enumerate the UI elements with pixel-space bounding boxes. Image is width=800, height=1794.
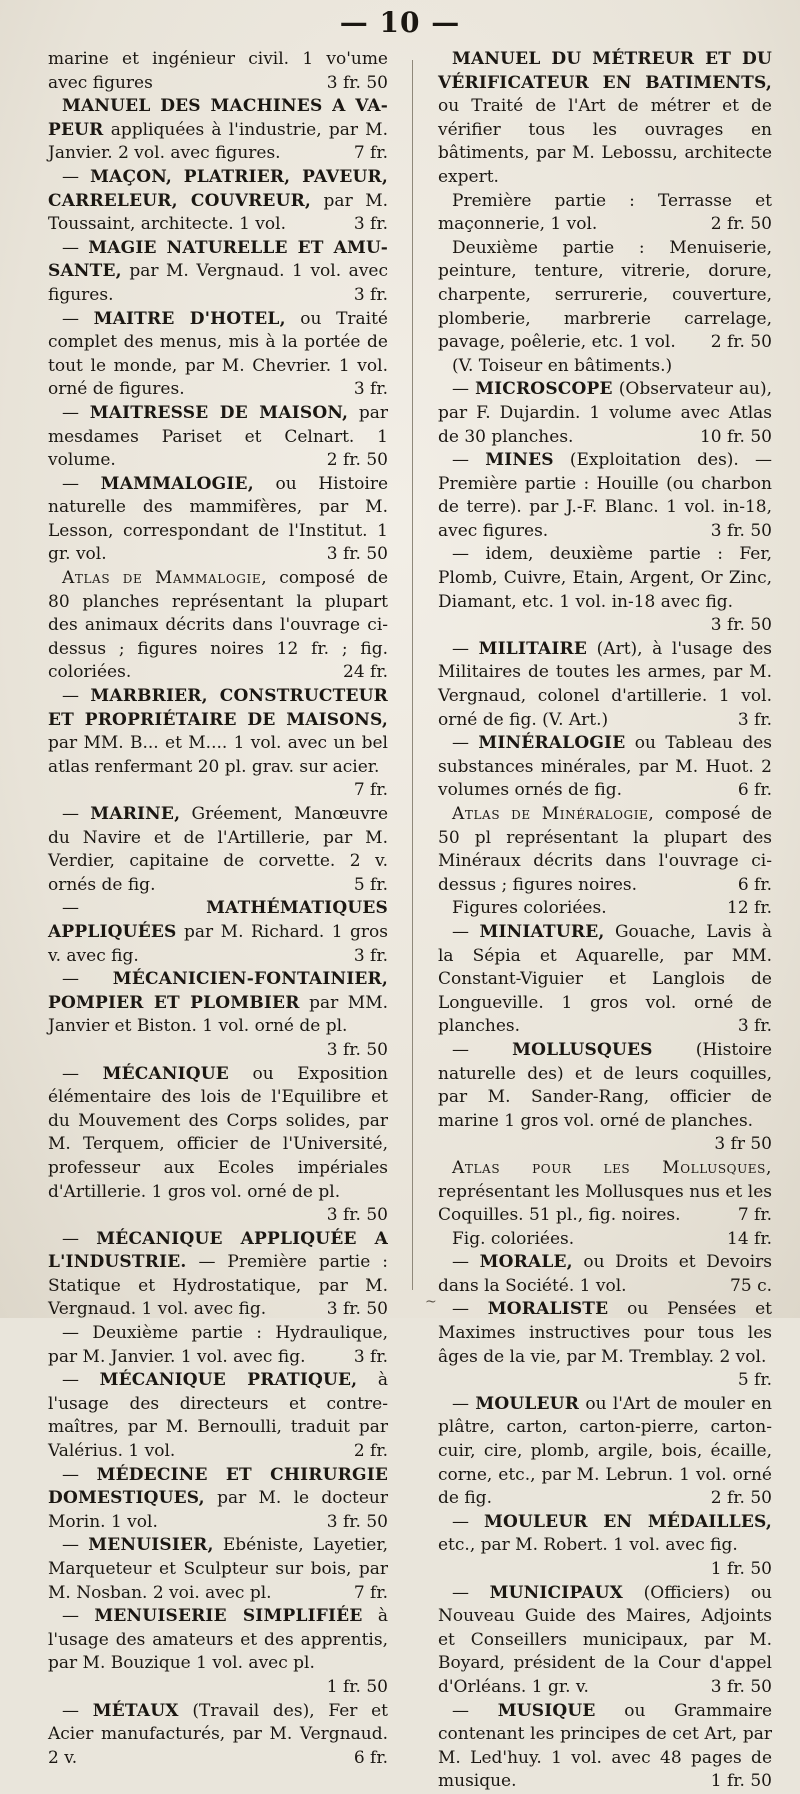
entry-description: Fig. coloriées.	[452, 1228, 575, 1249]
catalog-entry	[438, 1700, 772, 1794]
catalog-entry	[438, 921, 772, 1039]
entry-heading: MILITAIRE	[478, 638, 588, 659]
entry-description: composé de 50 pl représentant la plupart des Minéraux décrits dans l'ouvrage ci-dessus ; figures noires.	[438, 804, 772, 895]
entry-description: à l'usage des amateurs et des apprentis, par M. Bouzique 1 vol. avec pl.	[48, 1606, 389, 1674]
entry-heading: MÉCANIQUE	[102, 1063, 229, 1084]
entry-description: par M. Richard. 1 gros v. avec fig.	[48, 921, 389, 966]
entry-description: ou Exposition élémentaire des lois de l'Equilibre et du Mouvement des Corps solides, par M. Terquem, officier de l'Université, professeur aux Ecoles impériales d'Artillerie. 1 gros vol. orné de pl.	[48, 1063, 388, 1202]
entry-dash: —	[452, 1700, 498, 1721]
entry-price: 3 fr.	[353, 284, 388, 305]
entry-description: (Officiers) ou Nouveau Guide des Maires, Adjoints et Conseillers municipaux, par M. Boyard, président de la Cour d'appel d'Orléans. 1 gr. v.	[438, 1582, 773, 1697]
entry-description: (Exploitation des). — Première partie : Houille (ou charbon de terre). par J.-F. Blanc. 1 vol. in-18, avec figures.	[438, 450, 773, 541]
entry-price: 1 fr. 50	[710, 1559, 772, 1579]
entry-note: (V. Toiseur en bâtiments.)	[452, 355, 673, 376]
column-divider	[412, 60, 413, 1290]
entry-description: Gréement, Manœuvre du Navire et de l'Artillerie, par M. Verdier, capitaine de corvette. 2 v. ornés de fig.	[48, 804, 389, 895]
catalog-entry	[438, 1393, 772, 1511]
entry-description: ou Histoire naturelle des mammifères, par M. Lesson, correspondant de l'Institut. 1 gr. vol.	[48, 473, 389, 565]
entry-dash: —	[62, 308, 94, 329]
entry-dash: —	[452, 733, 479, 754]
catalog-entry	[48, 308, 388, 402]
entry-price: 3 fr. 50	[326, 544, 388, 565]
catalog-entry	[48, 473, 388, 567]
left-column	[48, 48, 388, 1770]
catalog-entry	[48, 402, 388, 473]
entry-heading: MINES	[485, 450, 554, 471]
entry-price: 3 fr. 50	[326, 1511, 388, 1532]
entry-heading: MOLLUSQUES	[512, 1039, 653, 1060]
entry-dash: —	[62, 1700, 93, 1721]
entry-price: 2 fr. 50	[710, 332, 772, 353]
entry-description: Ebéniste, Layetier, Marqueteur et Sculpteur sur bois, par M. Nosban. 2 voi. avec pl.	[48, 1535, 389, 1603]
entry-dash: —	[452, 544, 486, 565]
entry-heading: MÉCANIQUE PRATIQUE,	[99, 1370, 358, 1391]
entry-heading: MENUISERIE SIMPLIFIÉE	[94, 1606, 363, 1627]
entry-heading: MARBRIER, CONSTRUCTEUR ET PROPRIÉTAIRE DE MAISONS,	[48, 686, 388, 730]
catalog-entry	[48, 803, 388, 897]
entry-price: 3 fr. 50	[326, 1299, 388, 1320]
entry-price: 5 fr.	[353, 874, 388, 895]
catalog-entry	[48, 897, 388, 968]
entry-heading: Atlas de Minéralogie,	[452, 804, 655, 824]
entry-dash: —	[62, 1228, 97, 1249]
entry-price: 10 fr. 50	[699, 426, 772, 447]
entry-heading: MOULEUR	[475, 1393, 580, 1414]
entry-description: représentant les Mollusques nus et les Coquilles. 51 pl., fig. noires.	[438, 1181, 772, 1226]
entry-price: 6 fr.	[353, 1747, 388, 1768]
entry-description: ou Pensées et Maximes instructives pour tous les âges de la vie, par M. Tremblay. 2 vol.	[438, 1299, 772, 1367]
entry-dash: —	[452, 1511, 484, 1532]
entry-price: 7 fr.	[353, 143, 388, 164]
entry-price: 6 fr.	[737, 780, 772, 801]
entry-heading: Atlas de Mammalogie,	[62, 568, 268, 589]
entry-heading: MENUISIER,	[88, 1535, 214, 1556]
entry-price: 3 fr. 50	[710, 615, 772, 636]
entry-heading: MAITRESSE DE MAISON,	[89, 402, 349, 423]
entry-price: 12 fr.	[727, 898, 772, 919]
entry-description: ou Traité de l'Art de métrer et de vérifier tous les ouvrages en bâtiments, par M. Lebossu, architecte expert.	[438, 96, 772, 187]
entry-price: 3 fr 50	[714, 1134, 772, 1155]
catalog-entry	[48, 1534, 388, 1605]
entry-price: 3 fr.	[353, 379, 388, 400]
entry-price: 3 fr. 50	[326, 1039, 388, 1060]
catalog-entry	[438, 803, 772, 897]
entry-description: etc., par M. Robert. 1 vol. avec fig.	[438, 1535, 738, 1556]
entry-dash: —	[62, 1063, 103, 1084]
entry-description: Deuxième partie : Menuiserie, peinture, tenture, vitrerie, dorure, charpente, serrurerie, couverture, plomberie, marbrerie carrelage, pavage, poêlerie, etc. 1 vol.	[438, 237, 772, 353]
catalog-entry	[48, 1063, 388, 1228]
entry-description: (Observateur au), par F. Dujardin. 1 volume avec Atlas de 30 planches.	[438, 379, 773, 447]
entry-dash: —	[62, 686, 91, 707]
entry-heading: MAITRE D'HOTEL,	[93, 308, 286, 329]
catalog-entry	[438, 897, 772, 921]
catalog-entry	[438, 1251, 772, 1298]
entry-price: 7 fr.	[353, 780, 388, 801]
catalog-entry	[48, 95, 388, 166]
entry-description: ou Droits et Devoirs dans la Société. 1 vol.	[438, 1252, 773, 1296]
catalog-entry	[438, 1157, 772, 1228]
entry-dash: —	[452, 1252, 480, 1273]
entry-price: 2 fr.	[353, 1441, 388, 1462]
entry-heading: MORALISTE	[487, 1299, 609, 1320]
entry-description: ou l'Art de mouler en plâtre, carton, carton-pierre, carton-cuir, cire, plomb, argile, bois, écaille, corne, etc., par M. Lebrun. 1 vol. orné de fig.	[438, 1393, 772, 1509]
entry-price: 3 fr.	[353, 1346, 388, 1367]
entry-heading: MINÉRALOGIE	[478, 733, 626, 754]
page-number: — 10 —	[339, 6, 461, 39]
entry-dash: —	[452, 1299, 488, 1320]
catalog-entry	[438, 378, 772, 449]
entry-price: 3 fr. 50	[326, 1205, 388, 1226]
entry-dash: —	[62, 1464, 97, 1485]
catalog-entry	[48, 1322, 388, 1369]
catalog-entry	[48, 1464, 388, 1535]
entry-heading: MICROSCOPE	[475, 379, 613, 400]
entry-description: Gouache, Lavis à la Sépia et Aquarelle, par MM. Constant-Viguier et Langlois de Longueville. 1 gros vol. orné de planches.	[438, 921, 773, 1037]
right-column	[438, 48, 772, 1794]
entry-description: (Histoire naturelle des) et de leurs coquilles, par M. Sander-Rang, officier de marine 1 gros vol. orné de planches.	[438, 1039, 773, 1131]
entry-price: 2 fr. 50	[326, 450, 388, 471]
catalog-entry	[48, 1605, 388, 1699]
entry-price: 7 fr.	[737, 1205, 772, 1226]
entry-heading: MUNICIPAUX	[489, 1582, 623, 1603]
entry-price: 5 fr.	[737, 1370, 772, 1391]
catalog-entry	[438, 1228, 772, 1252]
entry-dash: —	[452, 921, 480, 942]
entry-description: idem, deuxième partie : Fer, Plomb, Cuivre, Etain, Argent, Or Zinc, Diamant, etc. 1 vol. in-18 avec fig.	[438, 544, 773, 612]
entry-dash: —	[62, 969, 113, 990]
entry-description: par MM. Janvier et Biston. 1 vol. orné de pl.	[48, 992, 389, 1037]
catalog-entry	[438, 48, 772, 190]
stray-mark: ~	[425, 1294, 437, 1310]
entry-description: marine et ingénieur civil. 1 vo'ume avec figures	[48, 49, 388, 93]
entry-description: (Art), à l'usage des Militaires de toutes les armes, par M. Vergnaud, colonel d'artillerie. 1 vol. orné de fig. (V. Art.)	[438, 638, 773, 730]
entry-heading: Atlas pour les Mollusques,	[452, 1157, 772, 1178]
catalog-entry	[438, 543, 772, 637]
entry-description: par M. le docteur Morin. 1 vol.	[48, 1488, 388, 1532]
entry-price: 3 fr. 50	[326, 72, 388, 93]
entry-price: 1 fr. 50	[326, 1676, 388, 1697]
catalog-entry	[48, 968, 388, 1062]
entry-heading: MOULEUR EN MÉDAILLES,	[483, 1511, 772, 1532]
catalog-entry	[48, 166, 388, 237]
catalog-entry	[438, 237, 772, 355]
entry-description: par M. Vergnaud. 1 vol. avec figures.	[48, 261, 389, 305]
entry-description: ou Grammaire contenant les principes de cet Art, par M. Led'huy. 1 vol. avec 48 pages de musique.	[438, 1700, 773, 1792]
entry-dash: —	[62, 1323, 93, 1344]
catalog-entry	[438, 1298, 772, 1392]
entry-dash: —	[452, 1393, 476, 1414]
entry-dash: —	[62, 473, 101, 494]
entry-description: Figures coloriées.	[452, 898, 607, 919]
entry-heading: MÉDECINE ET CHIRURGIE DOMESTIQUES,	[48, 1464, 389, 1509]
entry-price: 14 fr.	[727, 1228, 772, 1249]
entry-dash: —	[62, 1606, 95, 1627]
entry-description: Première partie : Terrasse et maçonnerie, 1 vol.	[438, 190, 772, 235]
entry-heading: MAGIE NATURELLE ET AMU-SANTE,	[48, 237, 388, 282]
catalog-entry	[438, 1511, 772, 1582]
entry-price: 1 fr. 50	[710, 1771, 772, 1792]
entry-price: 3 fr.	[737, 1016, 772, 1037]
entry-dash: —	[62, 1370, 100, 1391]
entry-dash: —	[62, 804, 91, 824]
entry-description: ou Traité complet des menus, mis à la portée de tout le monde, par M. Chevrier. 1 vol. orné de figures.	[48, 308, 388, 400]
entry-heading: MAMMALOGIE,	[100, 473, 254, 494]
entry-price: 3 fr. 50	[710, 520, 772, 541]
catalog-entry	[48, 48, 388, 95]
catalog-entry	[48, 1700, 388, 1771]
entry-description: (Travail des), Fer et Acier manufacturés, par M. Vergnaud. 2 v.	[48, 1700, 388, 1768]
entry-description: par mesdames Pariset et Celnart. 1 volume.	[48, 402, 388, 471]
catalog-entry	[48, 1228, 388, 1322]
entry-heading: MINIATURE,	[479, 921, 605, 942]
entry-description: — Première partie : Statique et Hydrostatique, par M. Vergnaud. 1 vol. avec fig.	[48, 1252, 388, 1320]
catalog-entry	[48, 567, 388, 685]
entry-price: 2 fr. 50	[710, 214, 772, 235]
entry-heading: MÉCANIQUE APPLIQUÉE A L'INDUSTRIE.	[48, 1228, 388, 1273]
entry-heading: MAÇON, PLATRIER, PAVEUR, CARRELEUR, COUVREUR,	[48, 166, 389, 211]
catalog-entry	[438, 1039, 772, 1157]
catalog-entry	[438, 638, 772, 732]
entry-description: composé de 80 planches représentant la plupart des animaux décrits dans l'ouvrage ci-dessus ; figures noires 12 fr. ; fig. coloriées.	[48, 568, 389, 683]
entry-dash: —	[452, 638, 479, 659]
entry-price: 24 fr.	[343, 662, 388, 683]
entry-price: 3 fr.	[737, 709, 772, 730]
entry-heading: MORALE,	[479, 1252, 573, 1273]
catalog-entry	[438, 449, 772, 543]
entry-price: 3 fr. 50	[710, 1676, 772, 1697]
entry-description: par MM. B... et M.... 1 vol. avec un bel atlas renfermant 20 pl. grav. sur acier.	[48, 733, 388, 777]
catalog-entry	[48, 685, 388, 803]
entry-price: 75 c.	[730, 1275, 772, 1296]
entry-dash: —	[62, 166, 91, 187]
entry-dash: —	[62, 237, 89, 258]
entry-heading: MANUEL DES MACHINES A VA-PEUR	[48, 96, 388, 140]
entry-price: 3 fr.	[353, 214, 388, 235]
entry-description: appliquées à l'industrie, par M. Janvier. 2 vol. avec figures.	[48, 119, 388, 164]
catalog-entry	[48, 1369, 388, 1463]
entry-heading: MANUEL DU MÉTREUR ET DU VÉRIFICATEUR EN BATIMENTS,	[438, 49, 772, 93]
entry-price: 6 fr.	[737, 874, 772, 895]
entry-description: ou Tableau des substances minérales, par M. Huot. 2 volumes ornés de fig.	[438, 733, 773, 801]
entry-price: 3 fr.	[353, 945, 388, 966]
entry-dash: —	[62, 1535, 89, 1556]
entry-dash: —	[452, 1039, 513, 1060]
entry-dash: —	[452, 450, 486, 471]
catalog-entry	[438, 732, 772, 803]
entry-description: par M. Toussaint, architecte. 1 vol.	[48, 190, 388, 235]
entry-price: 7 fr.	[353, 1582, 388, 1603]
catalog-entry	[438, 1582, 772, 1700]
entry-dash: —	[452, 1582, 490, 1603]
entry-dash: —	[62, 402, 90, 423]
entry-dash: —	[62, 898, 207, 919]
catalog-entry	[438, 190, 772, 237]
entry-heading: MÉCANICIEN-FONTAINIER, POMPIER ET PLOMBIER	[48, 969, 388, 1013]
entry-price: 2 fr. 50	[710, 1488, 772, 1509]
entry-heading: MÉTAUX	[92, 1700, 179, 1721]
entry-description: Deuxième partie : Hydraulique, par M. Janvier. 1 vol. avec fig.	[48, 1323, 389, 1367]
entry-heading: MUSIQUE	[497, 1700, 596, 1721]
catalog-entry	[48, 237, 388, 308]
entry-heading: MATHÉMATIQUES APPLIQUÉES	[48, 898, 388, 942]
entry-description: à l'usage des directeurs et contre-maîtres, par M. Bernoulli, traduit par Valérius. 1 vol.	[48, 1370, 388, 1462]
entry-heading: MARINE,	[90, 804, 181, 824]
entry-dash: —	[452, 379, 476, 400]
